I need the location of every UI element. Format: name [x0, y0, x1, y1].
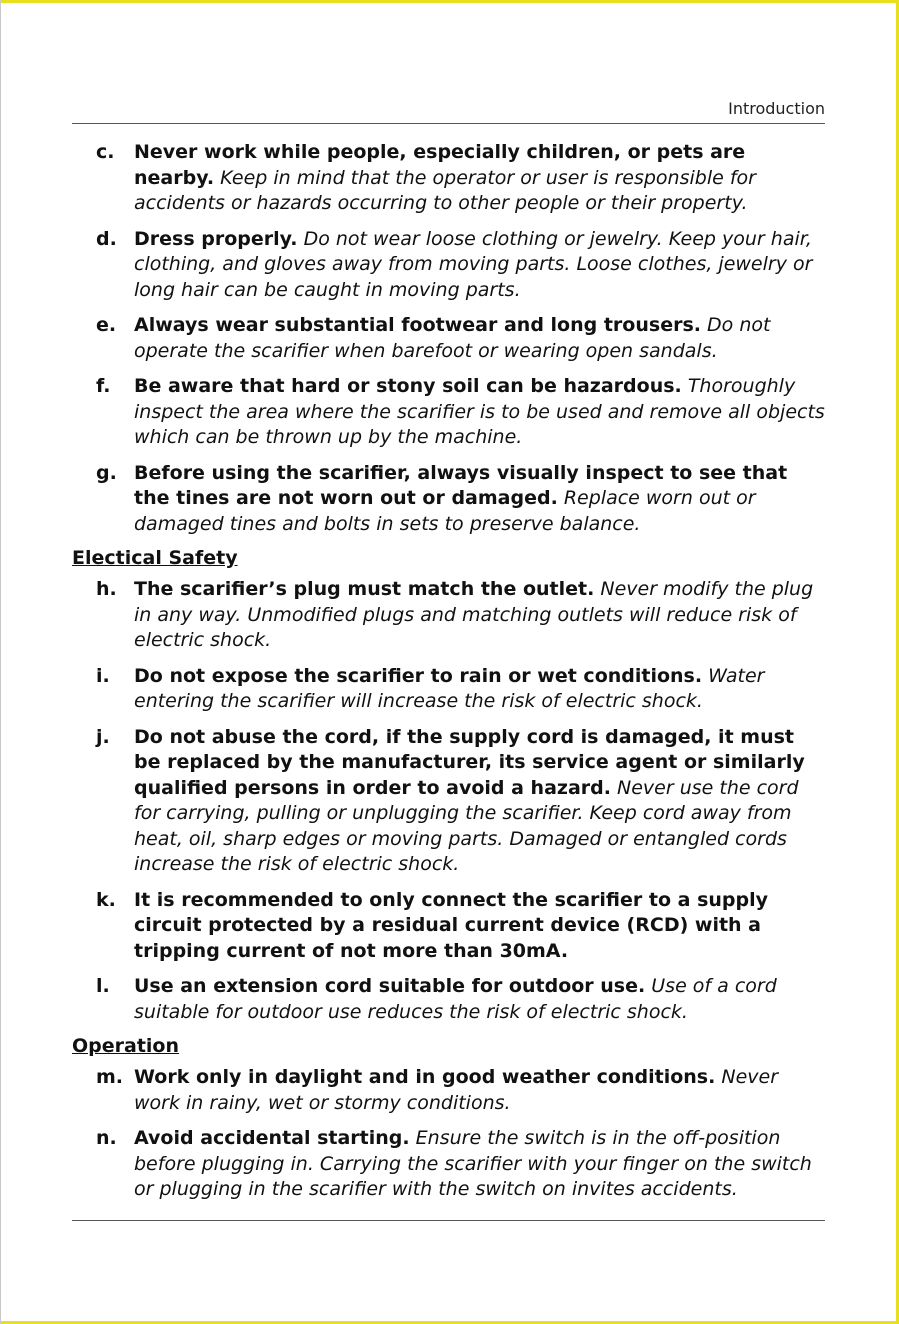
list-item-explanation: Ensure the switch is in the off-position before plugging in. Carrying the scarifier with your finger on the switch or plugging in the scarifier with the switch on invites accidents.: [134, 1127, 812, 1200]
list-item-letter: j.: [96, 725, 110, 748]
list-item-instruction: Work only in daylight and in good weather conditions.: [134, 1066, 716, 1088]
list-item-explanation: Do not wear loose clothing or jewelry. Keep your hair, clothing, and gloves away from moving parts. Loose clothes, jewelry or long hair can be caught in moving parts.: [134, 227, 813, 301]
section: [72, 140, 827, 537]
list-item-letter: c.: [96, 141, 115, 163]
list-item: [72, 725, 827, 878]
list-item-body: [134, 461, 827, 538]
list-item-body: [134, 725, 827, 878]
list-item-body: [134, 1126, 827, 1203]
list-item-instruction: Be aware that hard or stony soil can be hazardous.: [134, 375, 682, 397]
list-item-explanation: Thoroughly inspect the area where the scarifier is to be used and remove all objects which can be thrown up by the machine.: [134, 375, 825, 448]
page-edge-left: [0, 0, 1, 1324]
list-item-letter: l.: [96, 975, 110, 997]
list-item-explanation: Do not operate the scarifier when barefoot or wearing open sandals.: [134, 314, 771, 362]
list-item-instruction: Never work while people, especially children, or pets are nearby.: [134, 141, 746, 189]
list-item-letter: d.: [96, 227, 117, 250]
list-item-body: [134, 313, 827, 364]
section: [72, 547, 827, 1025]
section-heading: Electical Safety: [72, 547, 238, 569]
list-item: [72, 888, 827, 965]
list-item-letter: k.: [96, 888, 116, 911]
list-item-body: [134, 374, 827, 451]
list-item-instruction: Always wear substantial footwear and long trousers.: [134, 314, 701, 336]
section: [72, 1035, 827, 1203]
list-item: [72, 577, 827, 654]
list-item-letter: f.: [96, 375, 111, 397]
list-item-explanation: Replace worn out or damaged tines and bolts in sets to preserve balance.: [134, 487, 756, 535]
page-header-title: Introduction: [728, 99, 825, 118]
list-item: [72, 1126, 827, 1203]
list-item-explanation: Use of a cord suitable for outdoor use reduces the risk of electric shock.: [134, 975, 777, 1023]
list-item-letter: g.: [96, 461, 117, 484]
list-item-instruction: Before using the scarifier, always visually inspect to see that the tines are not worn out or damaged.: [134, 461, 788, 509]
list-item-instruction: Avoid accidental starting.: [134, 1127, 410, 1149]
list-item-body: [134, 974, 827, 1025]
list-item-instruction: Dress properly.: [134, 227, 298, 250]
list-item: [72, 1065, 827, 1116]
list-item: [72, 664, 827, 715]
list-item-instruction: Do not expose the scarifier to rain or wet conditions.: [134, 664, 703, 687]
document-content: [72, 140, 827, 1213]
page-edge-top: [0, 0, 899, 3]
section-heading: Operation: [72, 1035, 180, 1057]
list-item-letter: m.: [96, 1066, 124, 1088]
list-item: [72, 461, 827, 538]
list-item-body: [134, 888, 827, 965]
list-item-instruction: Use an extension cord suitable for outdoor use.: [134, 975, 646, 997]
list-item-letter: h.: [96, 578, 117, 600]
list-item-body: [134, 1065, 827, 1116]
list-item-instruction: The scarifier’s plug must match the outlet.: [134, 578, 595, 600]
list-item-explanation: Never use the cord for carrying, pulling or unplugging the scarifier. Keep cord away from heat, oil, sharp edges or moving parts. Damaged or entangled cords increase the risk of electric shock.: [134, 776, 799, 875]
list-item-explanation: Never modify the plug in any way. Unmodified plugs and matching outlets will reduce risk of electric shock.: [134, 578, 814, 651]
list-item-body: [134, 227, 827, 304]
list-item-letter: i.: [96, 664, 110, 687]
list-item-explanation: Water entering the scarifier will increase the risk of electric shock.: [134, 664, 765, 712]
list-item: [72, 140, 827, 217]
list-item: [72, 227, 827, 304]
list-item: [72, 313, 827, 364]
list-item-explanation: Keep in mind that the operator or user is responsible for accidents or hazards occurring to other people or their property.: [134, 166, 756, 214]
list-item-explanation: Never work in rainy, wet or stormy conditions.: [134, 1066, 779, 1114]
list-item-body: [134, 664, 827, 715]
list-item-body: [134, 140, 827, 217]
list-item: [72, 374, 827, 451]
list-item-letter: e.: [96, 314, 117, 336]
header-divider: [72, 123, 825, 124]
list-item-instruction: It is recommended to only connect the scarifier to a supply circuit protected by a residual current device (RCD) with a tripping current of not more than 30mA.: [134, 888, 769, 962]
footer-divider: [72, 1220, 825, 1221]
list-item-letter: n.: [96, 1127, 117, 1149]
list-item: [72, 974, 827, 1025]
list-item-body: [134, 577, 827, 654]
list-item-instruction: Do not abuse the cord, if the supply cord is damaged, it must be replaced by the manufacturer, its service agent or similarly qualified persons in order to avoid a hazard.: [134, 725, 805, 799]
